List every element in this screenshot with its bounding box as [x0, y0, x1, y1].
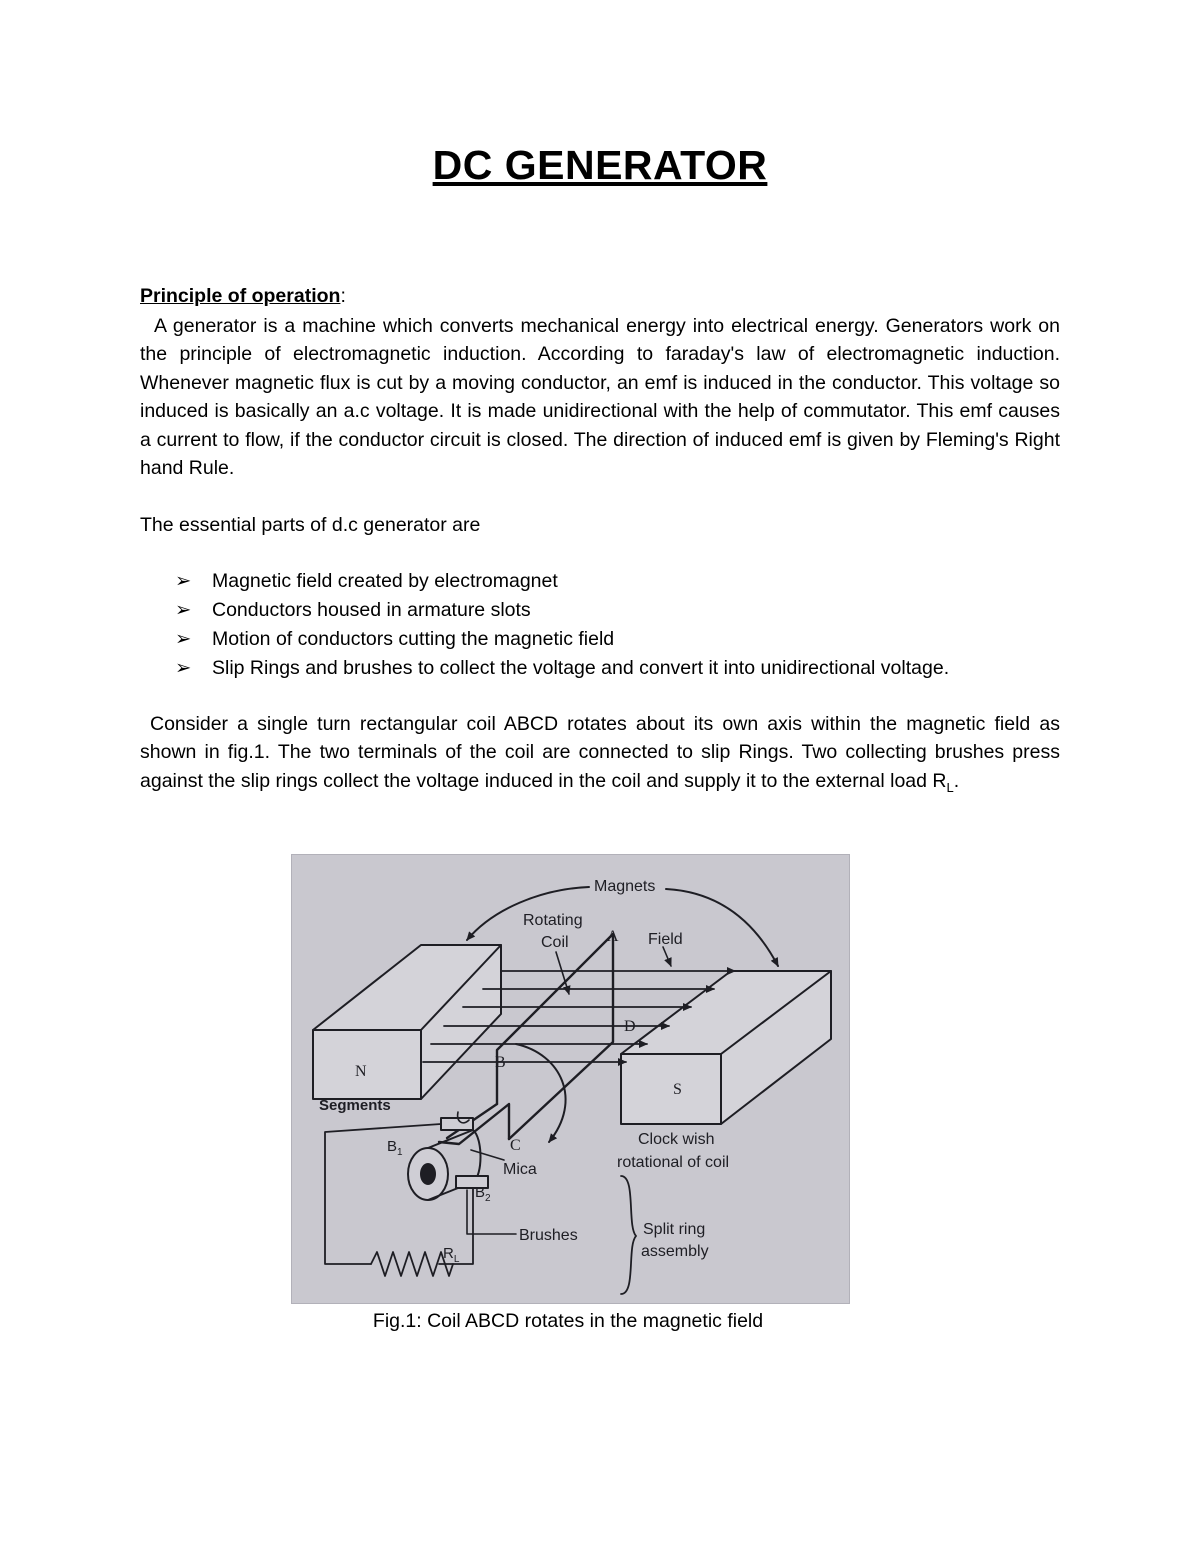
principle-paragraph: A generator is a machine which converts mechanical energy into electrical energy. Generators work on the principle of electromagnetic induction. According to faraday's law of electromagnetic induction. Whenever magnetic flux is cut by a moving conductor, an emf is induced in the conductor. This voltage so induced is basically an a.c voltage. It is made unidirectional with the help of commutator. This emf causes a current to flow, if the conductor circuit is closed. The direction of induced emf is given by Fleming's Right hand Rule.: [140, 315, 1060, 480]
parts-list: [175, 567, 1075, 683]
section-heading-label: Principle of operation: [140, 285, 341, 307]
list-item: ➢ Conductors housed in armature slots: [175, 596, 1075, 625]
label-d: D: [624, 1018, 636, 1035]
label-rl: $R_L$: [443, 1245, 460, 1265]
arrow-bullet-icon: ➢: [175, 657, 192, 679]
figure-caption: Fig.1: Coil ABCD rotates in the magnetic field: [372, 1310, 764, 1332]
label-clockwise: Clock wish: [638, 1131, 715, 1148]
list-item: ➢ Magnetic field created by electromagnet: [175, 567, 1075, 596]
label-b: B: [495, 1054, 506, 1071]
label-rotational: rotational of coil: [617, 1154, 730, 1171]
arrow-bullet-icon: ➢: [175, 628, 192, 650]
section-heading: [140, 285, 346, 308]
label-coil: Coil: [541, 934, 569, 951]
label-n: N: [355, 1063, 367, 1080]
page-title: DC GENERATOR: [432, 142, 768, 188]
parts-intro: The essential parts of d.c generator are: [140, 514, 481, 536]
label-field: Field: [648, 931, 683, 948]
label-b1: $B_1$: [387, 1138, 403, 1158]
label-mica: Mica: [503, 1161, 537, 1178]
label-rotating: Rotating: [523, 912, 583, 929]
list-item: ➢ Motion of conductors cutting the magnetic field: [175, 625, 1075, 654]
list-item: ➢ Slip Rings and brushes to collect the voltage and convert it into unidirectional voltage.: [175, 654, 1075, 683]
label-brushes: Brushes: [519, 1227, 578, 1244]
label-assembly: assembly: [641, 1243, 709, 1260]
arrow-bullet-icon: ➢: [175, 570, 192, 592]
arrow-bullet-icon: ➢: [175, 599, 192, 621]
label-magnets: Magnets: [594, 878, 656, 895]
label-a: A: [607, 928, 619, 945]
label-s: S: [673, 1081, 682, 1098]
section-heading-colon: :: [340, 285, 346, 307]
label-split-ring: Split ring: [643, 1221, 706, 1238]
label-b2: $B_2$: [475, 1184, 491, 1204]
label-segments: Segments: [319, 1097, 391, 1114]
coil-paragraph: Consider a single turn rectangular coil ABCD rotates about its own axis within the magnetic field as shown in fig.1. The two terminals of the coil are connected to slip Rings. Two collecting brushes press against the slip rings collect the voltage induced in the coil and supply it to the external load $R_L$.: [140, 713, 1060, 795]
dc-generator-figure: [291, 854, 850, 1304]
label-c: C: [510, 1137, 521, 1154]
